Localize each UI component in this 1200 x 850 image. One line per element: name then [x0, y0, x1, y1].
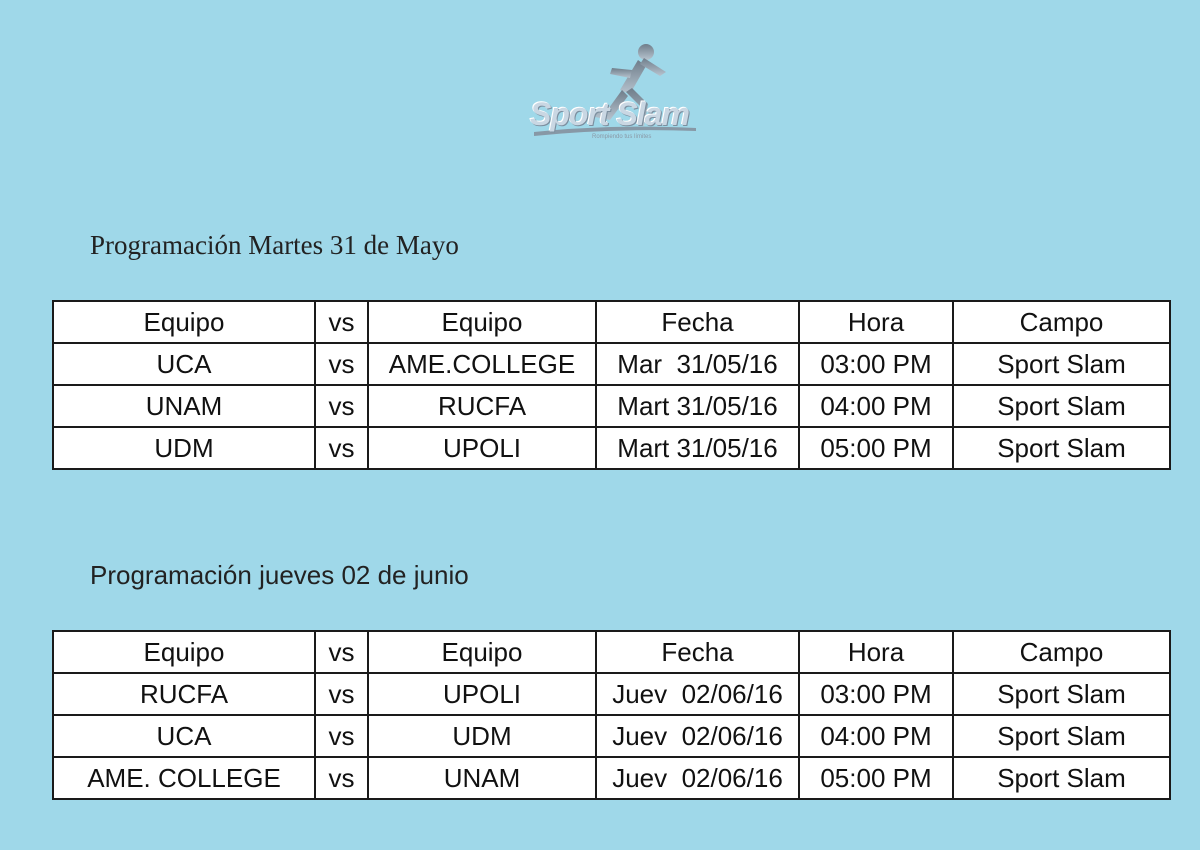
table-cell: Mart 31/05/16 — [596, 427, 799, 469]
table-row — [53, 673, 1170, 715]
header-cell: Hora — [799, 301, 953, 343]
header-cell: Fecha — [596, 631, 799, 673]
schedule-table-jueves — [52, 630, 1171, 800]
table-cell: Juev 02/06/16 — [596, 715, 799, 757]
table-row — [53, 385, 1170, 427]
table-cell: vs — [315, 427, 368, 469]
table-cell: Juev 02/06/16 — [596, 673, 799, 715]
header-cell: Equipo — [368, 631, 596, 673]
header-cell: Hora — [799, 631, 953, 673]
table-cell: 04:00 PM — [799, 715, 953, 757]
header-cell: Equipo — [53, 301, 315, 343]
table-cell: Juev 02/06/16 — [596, 757, 799, 799]
section-title-martes: Programación Martes 31 de Mayo — [90, 230, 459, 260]
header-cell: vs — [315, 301, 368, 343]
table-cell: UPOLI — [368, 427, 596, 469]
table-cell: UNAM — [368, 757, 596, 799]
table-row — [53, 427, 1170, 469]
table-cell: UDM — [53, 427, 315, 469]
header-cell: Campo — [953, 301, 1170, 343]
table-cell: vs — [315, 343, 368, 385]
table-cell: AME. COLLEGE — [53, 757, 315, 799]
schedule-table-martes — [52, 300, 1171, 470]
table-cell: UNAM — [53, 385, 315, 427]
header-cell: Equipo — [53, 631, 315, 673]
table-cell: UCA — [53, 343, 315, 385]
table-cell: RUCFA — [53, 673, 315, 715]
table-cell: UCA — [53, 715, 315, 757]
table-cell: Sport Slam — [953, 427, 1170, 469]
table-cell: vs — [315, 757, 368, 799]
table-header-row — [53, 301, 1170, 343]
table-row — [53, 715, 1170, 757]
table-cell: RUCFA — [368, 385, 596, 427]
header-cell: vs — [315, 631, 368, 673]
table-row — [53, 757, 1170, 799]
table-row — [53, 343, 1170, 385]
table-cell: vs — [315, 673, 368, 715]
table-cell: 04:00 PM — [799, 385, 953, 427]
header-cell: Equipo — [368, 301, 596, 343]
table-cell: Sport Slam — [953, 385, 1170, 427]
table-cell: Sport Slam — [953, 715, 1170, 757]
table-cell: Mar 31/05/16 — [596, 343, 799, 385]
table-cell: Sport Slam — [953, 673, 1170, 715]
table-header-row — [53, 631, 1170, 673]
table-cell: Mart 31/05/16 — [596, 385, 799, 427]
table-cell: UPOLI — [368, 673, 596, 715]
table-cell: UDM — [368, 715, 596, 757]
table-cell: vs — [315, 385, 368, 427]
table-cell: vs — [315, 715, 368, 757]
logo-brand-text: Sport Slam — [530, 96, 689, 132]
table-cell: Sport Slam — [953, 343, 1170, 385]
header-cell: Campo — [953, 631, 1170, 673]
table-cell: 03:00 PM — [799, 673, 953, 715]
table-cell: 05:00 PM — [799, 757, 953, 799]
sport-slam-logo — [520, 40, 710, 150]
header-cell: Fecha — [596, 301, 799, 343]
logo-tagline: Rompiendo tus límites — [592, 134, 652, 140]
section-title-jueves: Programación jueves 02 de junio — [90, 560, 469, 590]
table-cell: Sport Slam — [953, 757, 1170, 799]
table-cell: 03:00 PM — [799, 343, 953, 385]
table-cell: AME.COLLEGE — [368, 343, 596, 385]
table-cell: 05:00 PM — [799, 427, 953, 469]
